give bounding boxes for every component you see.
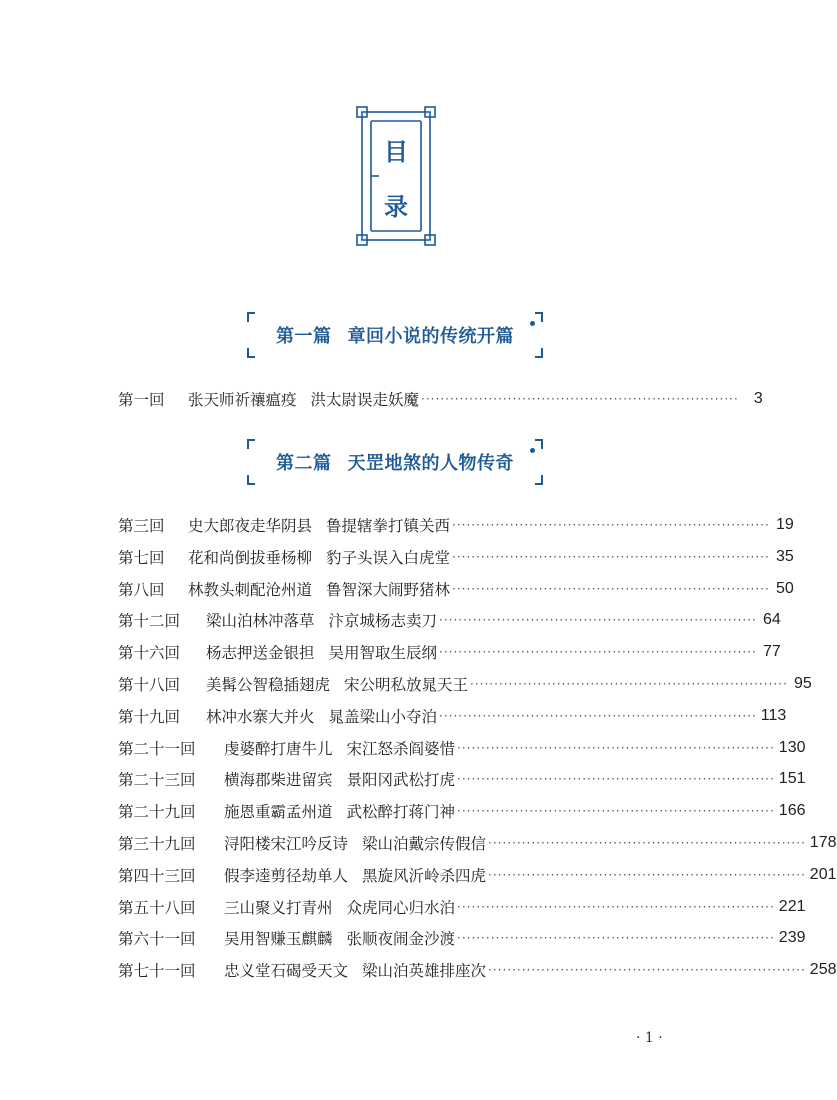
title-char-lu: 录: [384, 193, 408, 221]
leader-dots: ··································································: [488, 867, 806, 882]
toc-row[interactable]: [118, 895, 806, 919]
section-header-1: [247, 312, 543, 358]
toc-row[interactable]: [118, 608, 781, 632]
chapter-title-second: 晁盖梁山小夺泊: [328, 707, 438, 726]
chapter-title-first: 假李逵剪径劫单人: [224, 866, 349, 885]
page-ref: 258: [809, 961, 837, 979]
page-ref: 50: [776, 579, 794, 597]
page-ref: 19: [776, 516, 794, 533]
section-dot-ornament: [530, 321, 535, 326]
chapter-title-second: 鲁智深大闹野猪林: [326, 580, 451, 599]
section-header-2: [247, 439, 543, 485]
section-title: [247, 449, 543, 475]
section-name: 章回小说的传统开篇: [347, 326, 514, 347]
chapter-title-second: 黑旋风沂岭杀四虎: [362, 866, 487, 885]
leader-dots: ··································································: [421, 392, 739, 406]
chapter-title-second: 众虎同心归水泊: [346, 898, 456, 917]
toc-row[interactable]: [118, 736, 806, 760]
section-part-label: 第二篇: [276, 453, 332, 474]
chapter-title-second: 宋江怒杀阎婆惜: [346, 739, 456, 758]
chapter-title-first: 张天师祈禳瘟疫: [188, 391, 297, 409]
chapter-number: 第三十九回: [118, 835, 196, 853]
leader-dots: ··································································: [457, 931, 775, 946]
page-ref: 64: [763, 611, 781, 629]
chapter-title-first: 美髯公智稳插翅虎: [206, 676, 331, 694]
chapter-number: 第一回: [118, 391, 165, 409]
toc-row[interactable]: [118, 672, 812, 696]
chapter-title-first: 林冲水寨大并火: [206, 707, 315, 726]
chapter-title-second: 吴用智取生辰纲: [328, 644, 438, 663]
chapter-title-first: 杨志押送金银担: [206, 644, 315, 663]
chapter-title-first: 横海郡柴进留宾: [224, 771, 333, 790]
toc-row[interactable]: [118, 577, 794, 601]
section-part-label: 第一篇: [276, 326, 332, 347]
page-ref: 95: [794, 675, 812, 692]
chapter-title-first: 三山聚义打青州: [224, 898, 333, 917]
toc-row[interactable]: [118, 387, 763, 411]
leader-dots: ··································································: [488, 963, 806, 978]
leader-dots: ··································································: [488, 836, 806, 850]
title-char-mu: 目: [384, 138, 408, 166]
chapter-number: 第二十一回: [118, 739, 196, 758]
chapter-number: 第三回: [118, 517, 165, 535]
chapter-title-second: 洪太尉误走妖魔: [310, 391, 420, 409]
toc-row[interactable]: [118, 545, 794, 569]
chapter-title-second: 鲁提辖拳打镇关西: [326, 517, 451, 535]
chapter-title-first: 忠义堂石碣受天文: [224, 962, 349, 981]
chapter-title-second: 汴京城杨志卖刀: [328, 612, 438, 631]
page-ref: 130: [778, 738, 806, 756]
chapter-title-first: 虔婆醉打唐牛儿: [224, 739, 333, 758]
chapter-number: 第十九回: [118, 707, 181, 726]
leader-dots: ··································································: [470, 677, 788, 691]
chapter-number: 第二十九回: [118, 803, 196, 822]
chapter-title-first: 花和尚倒拔垂杨柳: [188, 548, 313, 567]
page-number: · 1 ·: [636, 1030, 663, 1046]
leader-dots: ··································································: [452, 581, 770, 596]
page-ref: 113: [760, 706, 787, 724]
page-ref: 221: [778, 897, 806, 915]
chapter-number: 第十二回: [118, 612, 181, 631]
page-ref: 178: [809, 834, 837, 851]
chapter-title-second: 宋公明私放晁天王: [344, 676, 469, 694]
chapter-number: 第七十一回: [118, 962, 196, 981]
chapter-title-second: 梁山泊英雄排座次: [362, 962, 487, 981]
toc-row[interactable]: [118, 767, 806, 791]
page-ref: 239: [778, 929, 806, 947]
page-ref: 3: [753, 390, 763, 407]
chapter-title-second: 张顺夜闹金沙渡: [346, 930, 456, 949]
leader-dots: ··································································: [457, 772, 775, 787]
chapter-number: 第八回: [118, 580, 165, 599]
chapter-number: 第七回: [118, 548, 165, 567]
section-title: [247, 322, 543, 348]
toc-title-frame: [357, 107, 435, 245]
toc-row[interactable]: [118, 704, 787, 728]
page-ref: 201: [809, 865, 837, 883]
chapter-title-first: 林教头刺配沧州道: [188, 580, 313, 599]
leader-dots: ··································································: [457, 740, 775, 755]
toc-row[interactable]: [118, 640, 781, 664]
section-dot-ornament: [530, 448, 535, 453]
chapter-title-second: 景阳冈武松打虎: [346, 771, 456, 790]
chapter-number: 第六十一回: [118, 930, 196, 949]
toc-row[interactable]: [118, 831, 837, 855]
chapter-title-first: 梁山泊林冲落草: [206, 612, 315, 631]
leader-dots: ··································································: [452, 549, 770, 564]
toc-row[interactable]: [118, 513, 794, 537]
section-name: 天罡地煞的人物传奇: [347, 453, 514, 474]
leader-dots: ··································································: [439, 613, 757, 628]
chapter-title-second: 梁山泊戴宗传假信: [362, 835, 487, 853]
toc-row[interactable]: [118, 926, 806, 950]
chapter-title-first: 施恩重霸孟州道: [224, 803, 333, 822]
chapter-title-first: 浔阳楼宋江吟反诗: [224, 835, 349, 853]
toc-row[interactable]: [118, 799, 806, 823]
chapter-number: 第五十八回: [118, 898, 196, 917]
leader-dots: ··································································: [452, 518, 770, 532]
chapter-title-first: 史大郎夜走华阴县: [188, 517, 313, 535]
page-ref: 166: [778, 802, 806, 820]
page-ref: 35: [776, 547, 794, 565]
leader-dots: ··································································: [457, 804, 775, 819]
title-border-ornament: [357, 107, 435, 245]
chapter-number: 第十六回: [118, 644, 181, 663]
chapter-number: 第二十三回: [118, 771, 196, 790]
chapter-title-first: 吴用智赚玉麒麟: [224, 930, 333, 949]
chapter-title-second: 豹子头误入白虎堂: [326, 548, 451, 567]
chapter-number: 第四十三回: [118, 866, 196, 885]
page-ref: 151: [778, 770, 806, 788]
page-ref: 77: [763, 643, 781, 661]
leader-dots: ··································································: [439, 708, 757, 723]
leader-dots: ··································································: [439, 645, 757, 660]
leader-dots: ··································································: [457, 899, 775, 914]
chapter-title-second: 武松醉打蒋门神: [346, 803, 456, 822]
chapter-number: 第十八回: [118, 676, 181, 694]
toc-row[interactable]: [118, 958, 837, 982]
toc-row[interactable]: [118, 863, 837, 887]
